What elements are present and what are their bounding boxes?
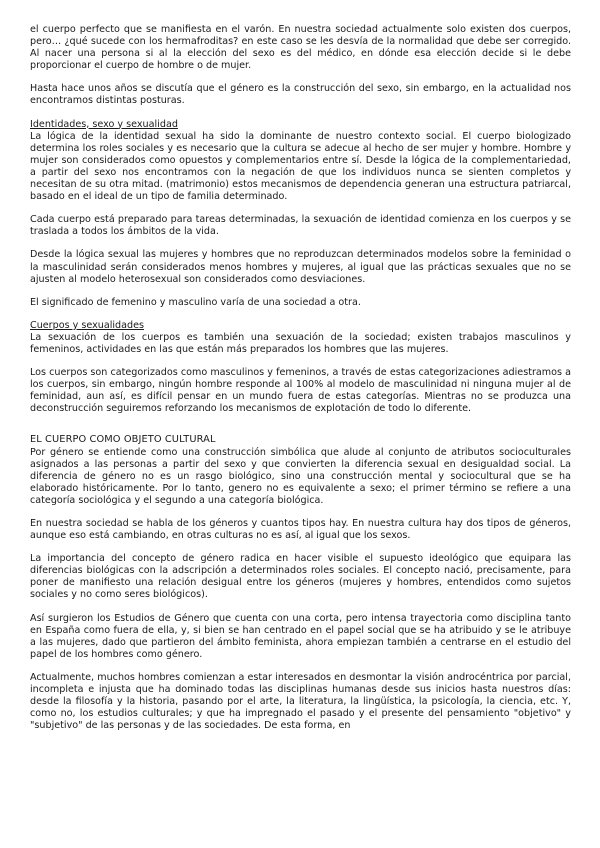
document-page [30,24,571,732]
paragraph-logica-identidad: La lógica de la identidad sexual ha sido la dominante de nuestro contexto social. El cuerpo biologizado determina los roles sociales y es necesario que la cultura se adecue al hecho de ser mujer y hombre. Hombre y mujer son considerados como opuestos y complementarios entre sí. Desde la lógica de la complementariedad, a partir del sexo nos encontramos con la negación de que los individuos nunca se sienten completos y necesitan de su otra mitad. (matrimonio) estos mecanismos de dependencia generan una estructura patriarcal, basado en el ideal de un tipo de familia determinado. [30,130,571,203]
heading-identidades: Identidades, sexo y sexualidad [30,118,178,130]
paragraph-actualmente: Actualmente, muchos hombres comienzan a estar interesados en desmontar la visión androcéntrica por parcial, incompleta e injusta que ha dominado todas las disciplinas humanas desde sus inicios hasta nuestros días: desde la filosofía y la historia, pasando por el arte, la literatura, la lingüística, la psicología, la ciencia, etc. Y, como no, los estudios culturales; y que ha impregnado el pasado y el presente del pensamiento "objetivo" y "subjetivo" de las personas y de las sociedades. De esta forma, en [30,671,571,732]
paragraph-importancia: La importancia del concepto de género radica en hacer visible el supuesto ideológico que equipara las diferencias biológicas con la adscripción a determinados roles sociales. El concepto nació, precisamente, para poner de manifiesto una relación desigual entre los géneros (mujeres y hombres, entendidos como sujetos sociales y no como seres biológicos). [30,553,571,601]
paragraph-significado: El significado de femenino y masculino varía de una sociedad a otra. [30,296,361,308]
heading-objeto-cultural: EL CUERPO COMO OBJETO CULTURAL [30,434,216,446]
paragraph-genero-sexo: Hasta hace unos años se discutía que el género es la construcción del sexo, sin embargo, en la actualidad nos encontramos distintas posturas. [30,83,571,107]
paragraph-por-genero: Por género se entiende como una construcción simbólica que alude al conjunto de atributos socioculturales asignados a las personas a partir del sexo y que convierten la diferencia sexual en desigualdad social. La diferencia de género no es un rasgo biológico, sino una construcción mental y sociocultural que se ha elaborado históricamente. Por lo tanto, genero no es equivalente a sexo; el primer término se refiere a una categoría sociológica y el segundo a una categoría biológica. [30,446,571,506]
paragraph-sexuacion: La sexuación de los cuerpos es también una sexuación de la sociedad; existen trabajos masculinos y femeninos, actividades en las que están más preparados los hombres que las mujeres. [30,331,571,355]
paragraph-logica-sexual: Desde la lógica sexual las mujeres y hombres que no reproduzcan determinados modelos sobre la feminidad o la masculinidad serán considerados menos hombres y mujeres, al igual que las prácticas sexuales que no se ajusten al modelo heterosexual son considerados como desviaciones. [30,249,571,285]
paragraph-tipos-genero: En nuestra sociedad se habla de los géneros y cuantos tipos hay. En nuestra cultura hay dos tipos de géneros, aunque eso está cambiando, en otras culturas no es así, al igual que los sexos. [30,518,571,542]
paragraph-hermafroditas: el cuerpo perfecto que se manifiesta en el varón. En nuestra sociedad actualmente solo existen dos cuerpos, pero… ¿qué sucede con los hermafroditas? en este caso se les desvía de la normalidad que debe ser corregido. Al nacer una persona si al la elección del sexo es del médico, en dónde esa elección decide si le debe proporcionar el cuerpo de hombre o de mujer. [30,24,571,72]
paragraph-tareas: Cada cuerpo está preparado para tareas determinadas, la sexuación de identidad comienza en los cuerpos y se traslada a todos los ámbitos de la vida. [30,214,571,238]
heading-cuerpos: Cuerpos y sexualidades [30,319,145,331]
paragraph-estudios-genero: Así surgieron los Estudios de Género que cuenta con una corta, pero intensa trayectoria como disciplina tanto en España como fuera de ella, y, si bien se han centrado en el papel social que se ha atribuido y se le atribuye a las mujeres, dado que partieron del ámbito feminista, ahora empiezan también a centrarse en el estudio del papel de los hombres como género. [30,612,571,660]
paragraph-categorizados: Los cuerpos son categorizados como masculinos y femeninos, a través de estas categorizaciones adiestramos a los cuerpos, sin embargo, ningún hombre responde al 100% al modelo de masculinidad ni ninguna mujer al de feminidad, aun así, es difícil pensar en un mundo fuera de estas categorías. Mientras no se produzca una deconstrucción seguiremos reforzando los mecanismos de explotación de todo lo diferente. [30,367,571,415]
